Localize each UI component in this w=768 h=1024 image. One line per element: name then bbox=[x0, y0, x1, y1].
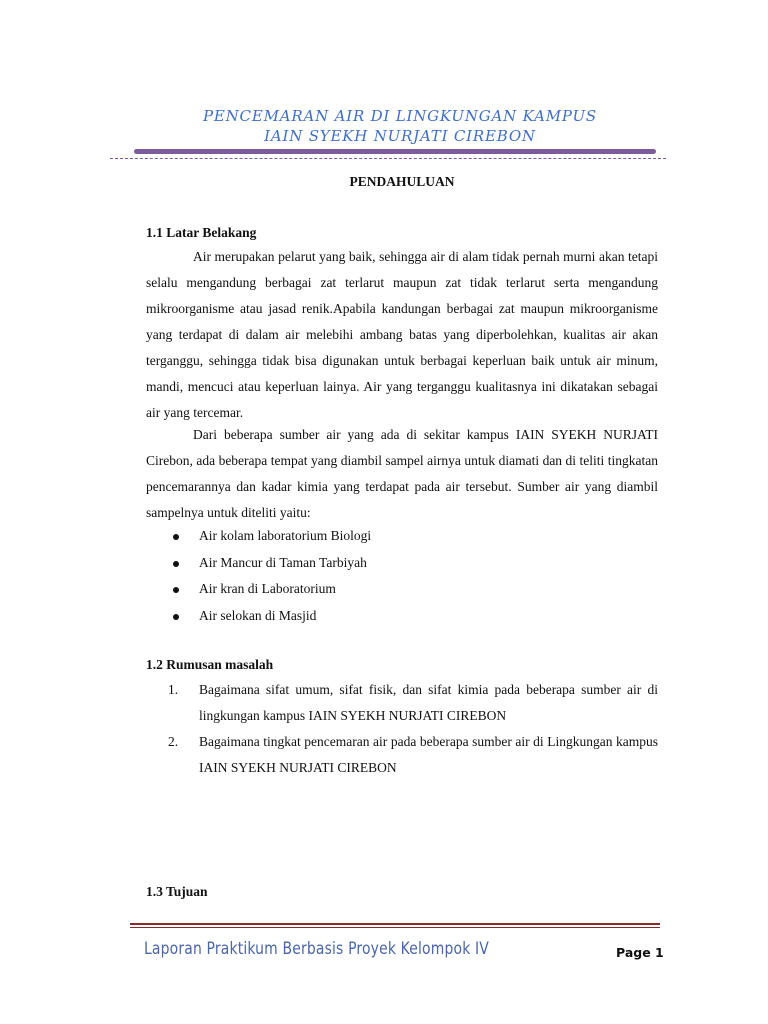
section-heading-latar-belakang: 1.1 Latar Belakang bbox=[146, 225, 257, 240]
list-item bbox=[146, 603, 658, 630]
document-title-line-1: PENCEMARAN AIR DI LINGKUNGAN KAMPUS bbox=[202, 107, 598, 125]
chapter-heading: PENDAHULUAN bbox=[349, 174, 455, 189]
section-heading-rumusan-masalah: 1.2 Rumusan masalah bbox=[146, 657, 274, 672]
title-dashed-divider bbox=[110, 158, 666, 159]
list-item bbox=[146, 523, 658, 550]
bullet-icon bbox=[173, 561, 179, 567]
section-heading-tujuan: 1.3 Tujuan bbox=[146, 884, 208, 899]
page-number: Page 1 bbox=[616, 945, 664, 960]
title-underline bbox=[134, 149, 656, 154]
list-item bbox=[146, 729, 658, 781]
footer-report-title: Laporan Praktikum Berbasis Proyek Kelompok IV bbox=[144, 939, 490, 959]
paragraph-latar-belakang-2: Dari beberapa sumber air yang ada di sekitar kampus IAIN SYEKH NURJATI Cirebon, ada beberapa tempat yang diambil sampel airnya untuk diamati dan di teliti tingkatan pencemarannya dan kadar kimia yang terdapat pada air tersebut. Sumber air yang diambil sampelnya untuk diteliti yaitu: bbox=[146, 427, 658, 520]
list-item-text: Bagaimana tingkat pencemaran air pada beberapa sumber air di Lingkungan kampus IAIN SYEKH NURJATI CIREBON bbox=[199, 734, 658, 775]
list-item bbox=[146, 677, 658, 729]
water-source-list bbox=[146, 523, 658, 629]
footer-divider bbox=[130, 923, 660, 925]
bullet-icon bbox=[173, 614, 179, 620]
footer-divider-thin bbox=[130, 927, 660, 928]
problem-statement-list bbox=[146, 677, 658, 781]
bullet-icon bbox=[173, 534, 179, 540]
list-item-number: 2. bbox=[168, 734, 179, 749]
list-item-text: Air kolam laboratorium Biologi bbox=[199, 528, 372, 543]
list-item-text: Bagaimana sifat umum, sifat fisik, dan sifat kimia pada beberapa sumber air di lingkungan kampus IAIN SYEKH NURJATI CIREBON bbox=[199, 682, 658, 723]
list-item bbox=[146, 576, 658, 603]
list-item-text: Air selokan di Masjid bbox=[199, 607, 317, 623]
list-item bbox=[146, 550, 658, 577]
list-item-number: 1. bbox=[168, 682, 179, 697]
paragraph-latar-belakang-1: Air merupakan pelarut yang baik, sehingga air di alam tidak pernah murni akan tetapi selalu mengandung berbagai zat terlarut maupun zat tidak terlarut serta mengandung mikroorganisme atau jasad renik.Apabila kandungan berbagai zat maupun mikroorganisme yang terdapat di dalam air melebihi ambang batas yang diperbolehkan, kualitas air akan terganggu, sehingga tidak bisa digunakan untuk berbagai keperluan baik untuk air minum, mandi, mencuci atau keperluan lainya. Air yang terganggu kualitasnya ini dikatakan sebagai air yang tercemar. bbox=[146, 249, 658, 420]
list-item-text: Air Mancur di Taman Tarbiyah bbox=[199, 554, 367, 570]
document-title-line-2: IAIN SYEKH NURJATI CIREBON bbox=[264, 127, 536, 145]
bullet-icon bbox=[173, 587, 179, 593]
list-item-text: Air kran di Laboratorium bbox=[199, 581, 336, 596]
